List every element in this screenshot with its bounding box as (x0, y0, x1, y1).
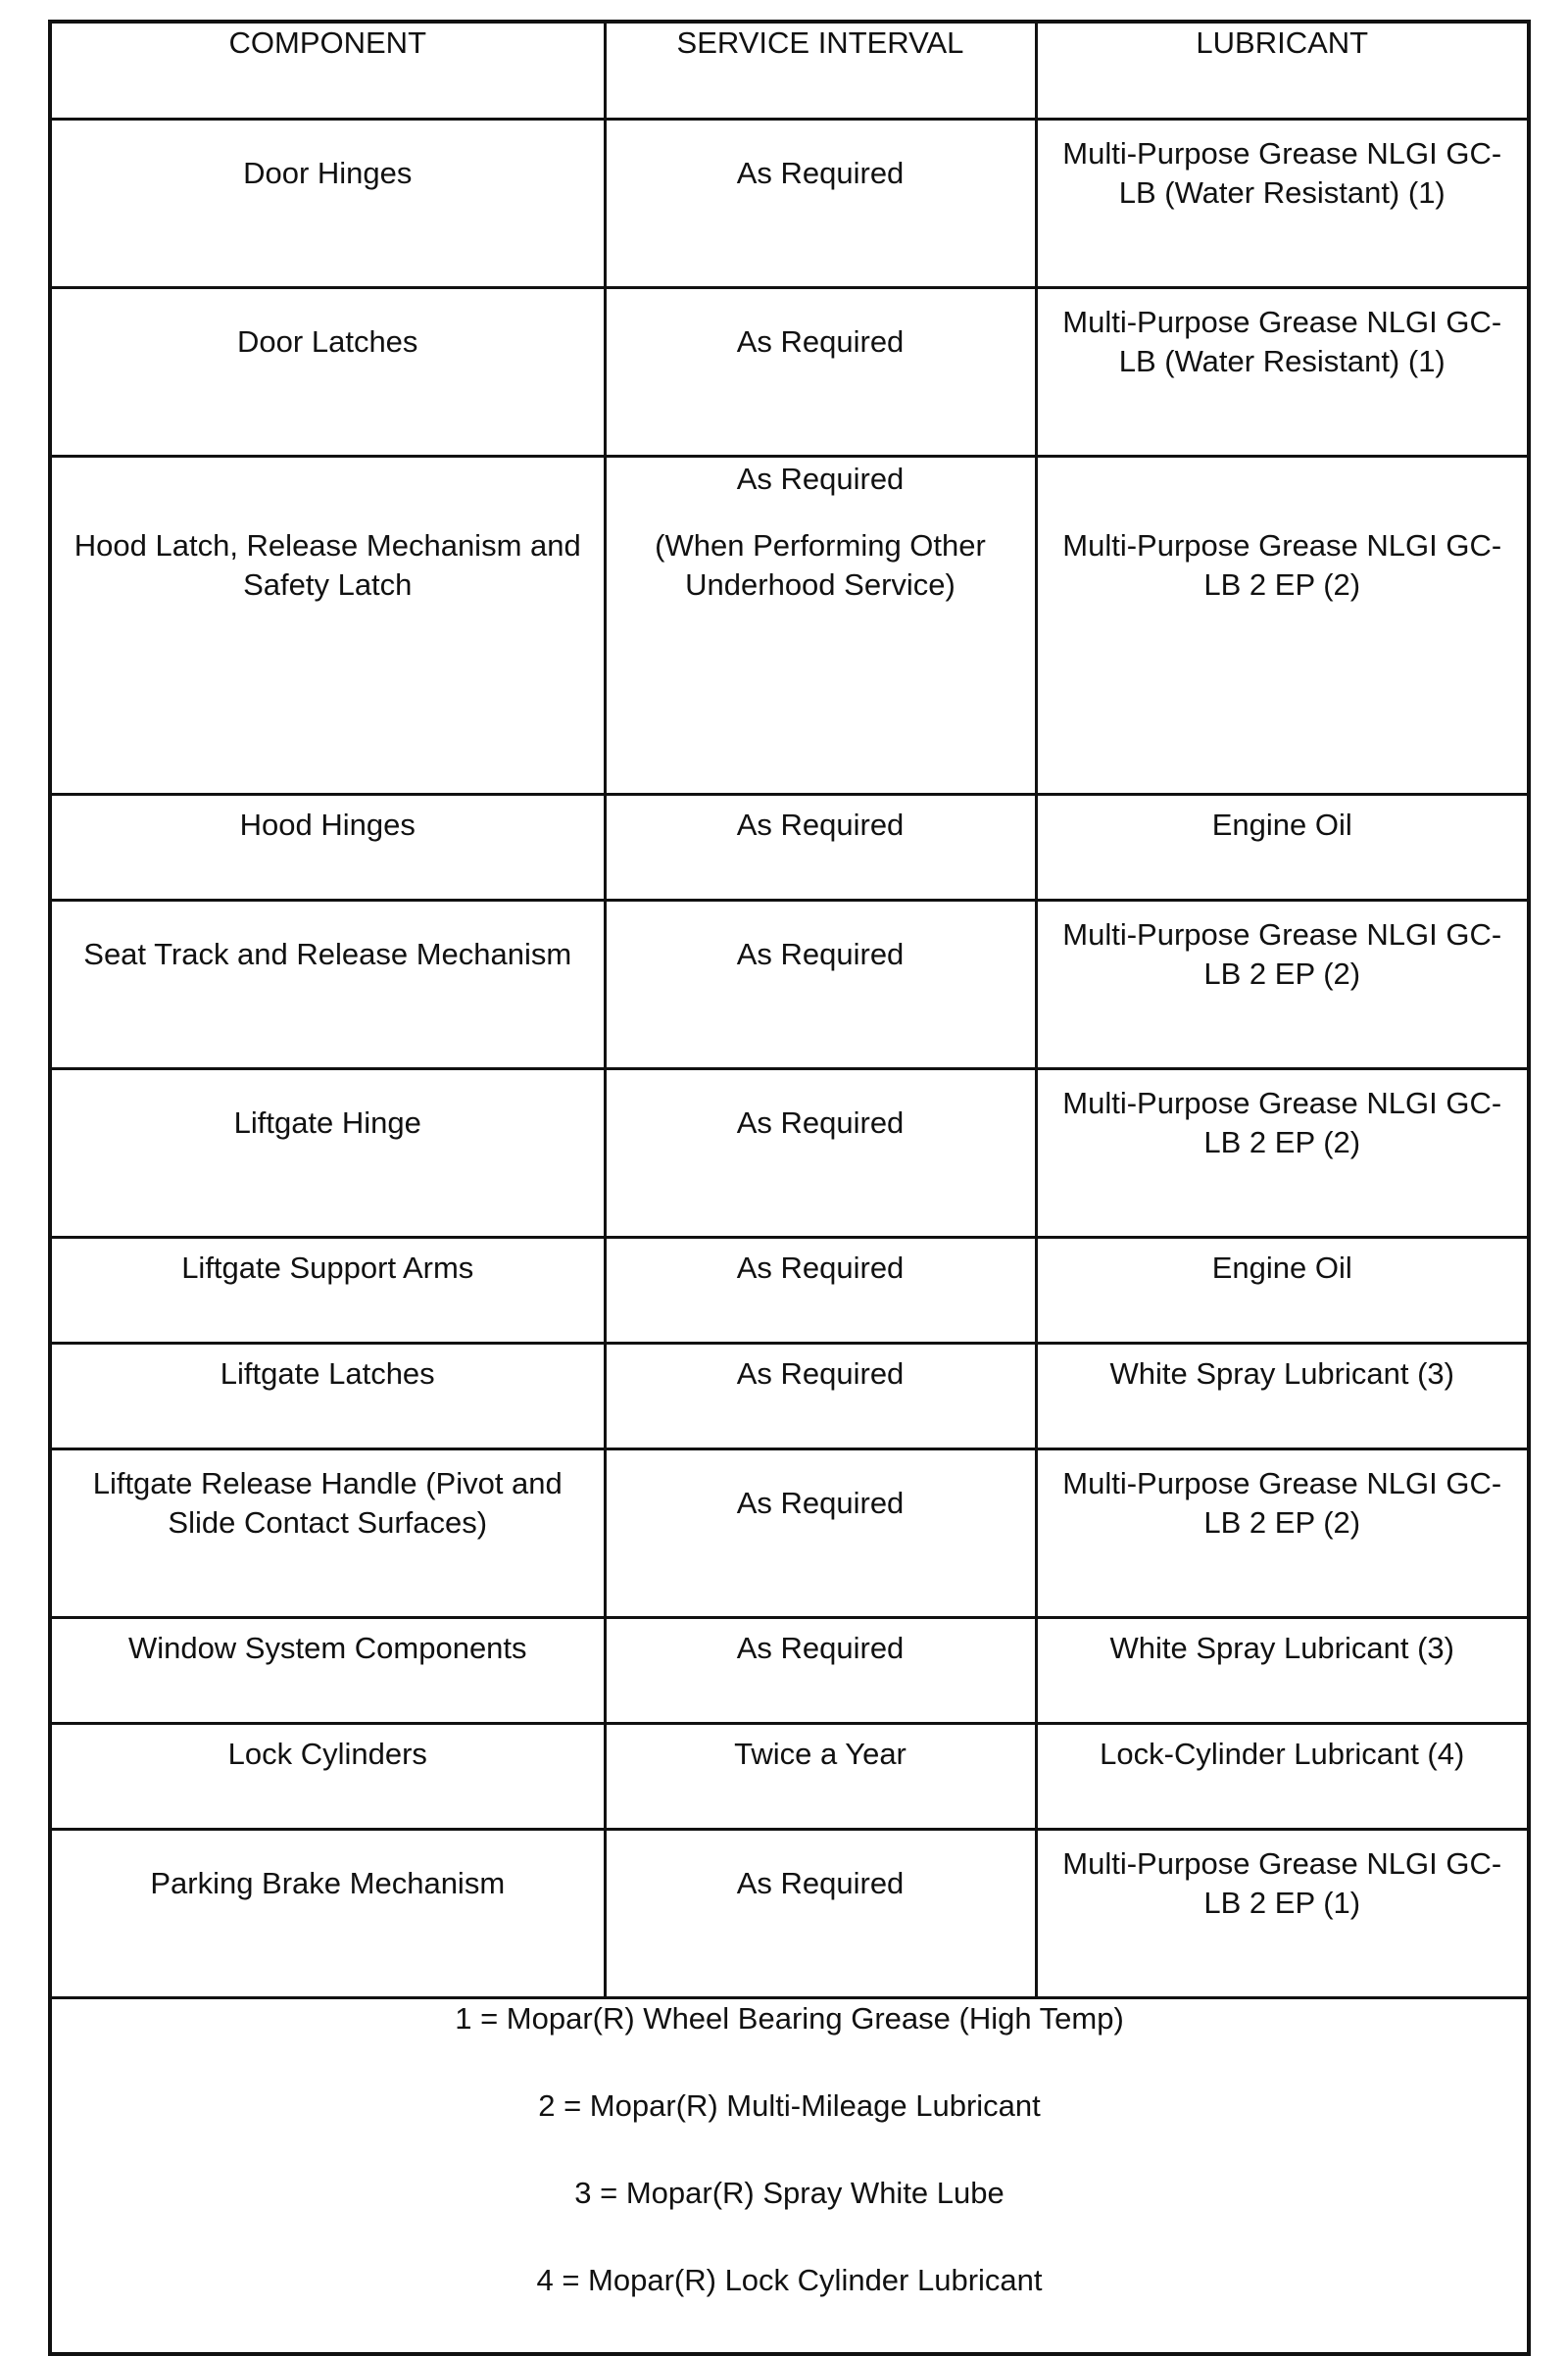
lubricant-cell: Multi-Purpose Grease NLGI GC-LB 2 EP (2) (1036, 1449, 1529, 1618)
table-row (50, 1238, 1529, 1344)
lubricant-cell: Multi-Purpose Grease NLGI GC-LB 2 EP (2) (1036, 1069, 1529, 1238)
table-row (50, 1069, 1529, 1238)
footnotes-row (50, 1998, 1529, 2355)
table-row (50, 901, 1529, 1069)
component-cell: Seat Track and Release Mechanism (50, 901, 605, 1069)
table-row (50, 1449, 1529, 1618)
interval-cell: As Required (605, 120, 1036, 288)
component-cell: Hood Latch, Release Mechanism and Safety Latch (50, 457, 605, 795)
interval-cell: As Required (605, 288, 1036, 457)
spacer (614, 499, 1027, 526)
footnote: 1 = Mopar(R) Wheel Bearing Grease (High Temp) (455, 2001, 1124, 2036)
footnotes-cell (50, 1998, 1529, 2355)
interval-cell: As Required (605, 1344, 1036, 1449)
lubricant-cell: Multi-Purpose Grease NLGI GC-LB (Water Resistant) (1) (1036, 120, 1529, 288)
table-row (50, 1344, 1529, 1449)
table-row (50, 795, 1529, 901)
interval-value: As Required (736, 462, 905, 496)
interval-cell: Twice a Year (605, 1724, 1036, 1830)
component-cell: Liftgate Hinge (50, 1069, 605, 1238)
component-cell: Liftgate Latches (50, 1344, 605, 1449)
table-row (50, 1830, 1529, 1998)
lubricant-cell: Multi-Purpose Grease NLGI GC-LB 2 EP (2) (1036, 901, 1529, 1069)
table-row (50, 288, 1529, 457)
header-component: COMPONENT (50, 22, 605, 120)
lubrication-table (48, 20, 1531, 2356)
table-row (50, 120, 1529, 288)
component-cell: Liftgate Release Handle (Pivot and Slide Contact Surfaces) (50, 1449, 605, 1618)
table-row (50, 457, 1529, 795)
interval-cell (605, 457, 1036, 795)
lubricant-cell: Engine Oil (1036, 795, 1529, 901)
footnote: 3 = Mopar(R) Spray White Lube (574, 2176, 1004, 2210)
component-cell: Liftgate Support Arms (50, 1238, 605, 1344)
lubricant-cell: Lock-Cylinder Lubricant (4) (1036, 1724, 1529, 1830)
interval-cell: As Required (605, 1238, 1036, 1344)
header-service-interval: SERVICE INTERVAL (605, 22, 1036, 120)
header-lubricant: LUBRICANT (1036, 22, 1529, 120)
table-row (50, 1618, 1529, 1724)
footnote: 4 = Mopar(R) Lock Cylinder Lubricant (536, 2263, 1043, 2297)
interval-note: (When Performing Other Underhood Service) (655, 528, 986, 602)
interval-cell: As Required (605, 795, 1036, 901)
interval-cell: As Required (605, 901, 1036, 1069)
interval-cell: As Required (605, 1069, 1036, 1238)
footnote: 2 = Mopar(R) Multi-Mileage Lubricant (538, 2088, 1041, 2123)
component-cell: Door Latches (50, 288, 605, 457)
interval-cell: As Required (605, 1618, 1036, 1724)
interval-cell: As Required (605, 1449, 1036, 1618)
lubricant-cell: Multi-Purpose Grease NLGI GC-LB 2 EP (2) (1036, 457, 1529, 795)
interval-cell: As Required (605, 1830, 1036, 1998)
lubricant-cell: White Spray Lubricant (3) (1036, 1618, 1529, 1724)
lubricant-cell: White Spray Lubricant (3) (1036, 1344, 1529, 1449)
lubricant-cell: Engine Oil (1036, 1238, 1529, 1344)
header-row (50, 22, 1529, 120)
component-cell: Door Hinges (50, 120, 605, 288)
component-cell: Window System Components (50, 1618, 605, 1724)
table-row (50, 1724, 1529, 1830)
lubricant-cell: Multi-Purpose Grease NLGI GC-LB 2 EP (1) (1036, 1830, 1529, 1998)
component-cell: Lock Cylinders (50, 1724, 605, 1830)
component-cell: Parking Brake Mechanism (50, 1830, 605, 1998)
component-cell: Hood Hinges (50, 795, 605, 901)
lubricant-cell: Multi-Purpose Grease NLGI GC-LB (Water Resistant) (1) (1036, 288, 1529, 457)
